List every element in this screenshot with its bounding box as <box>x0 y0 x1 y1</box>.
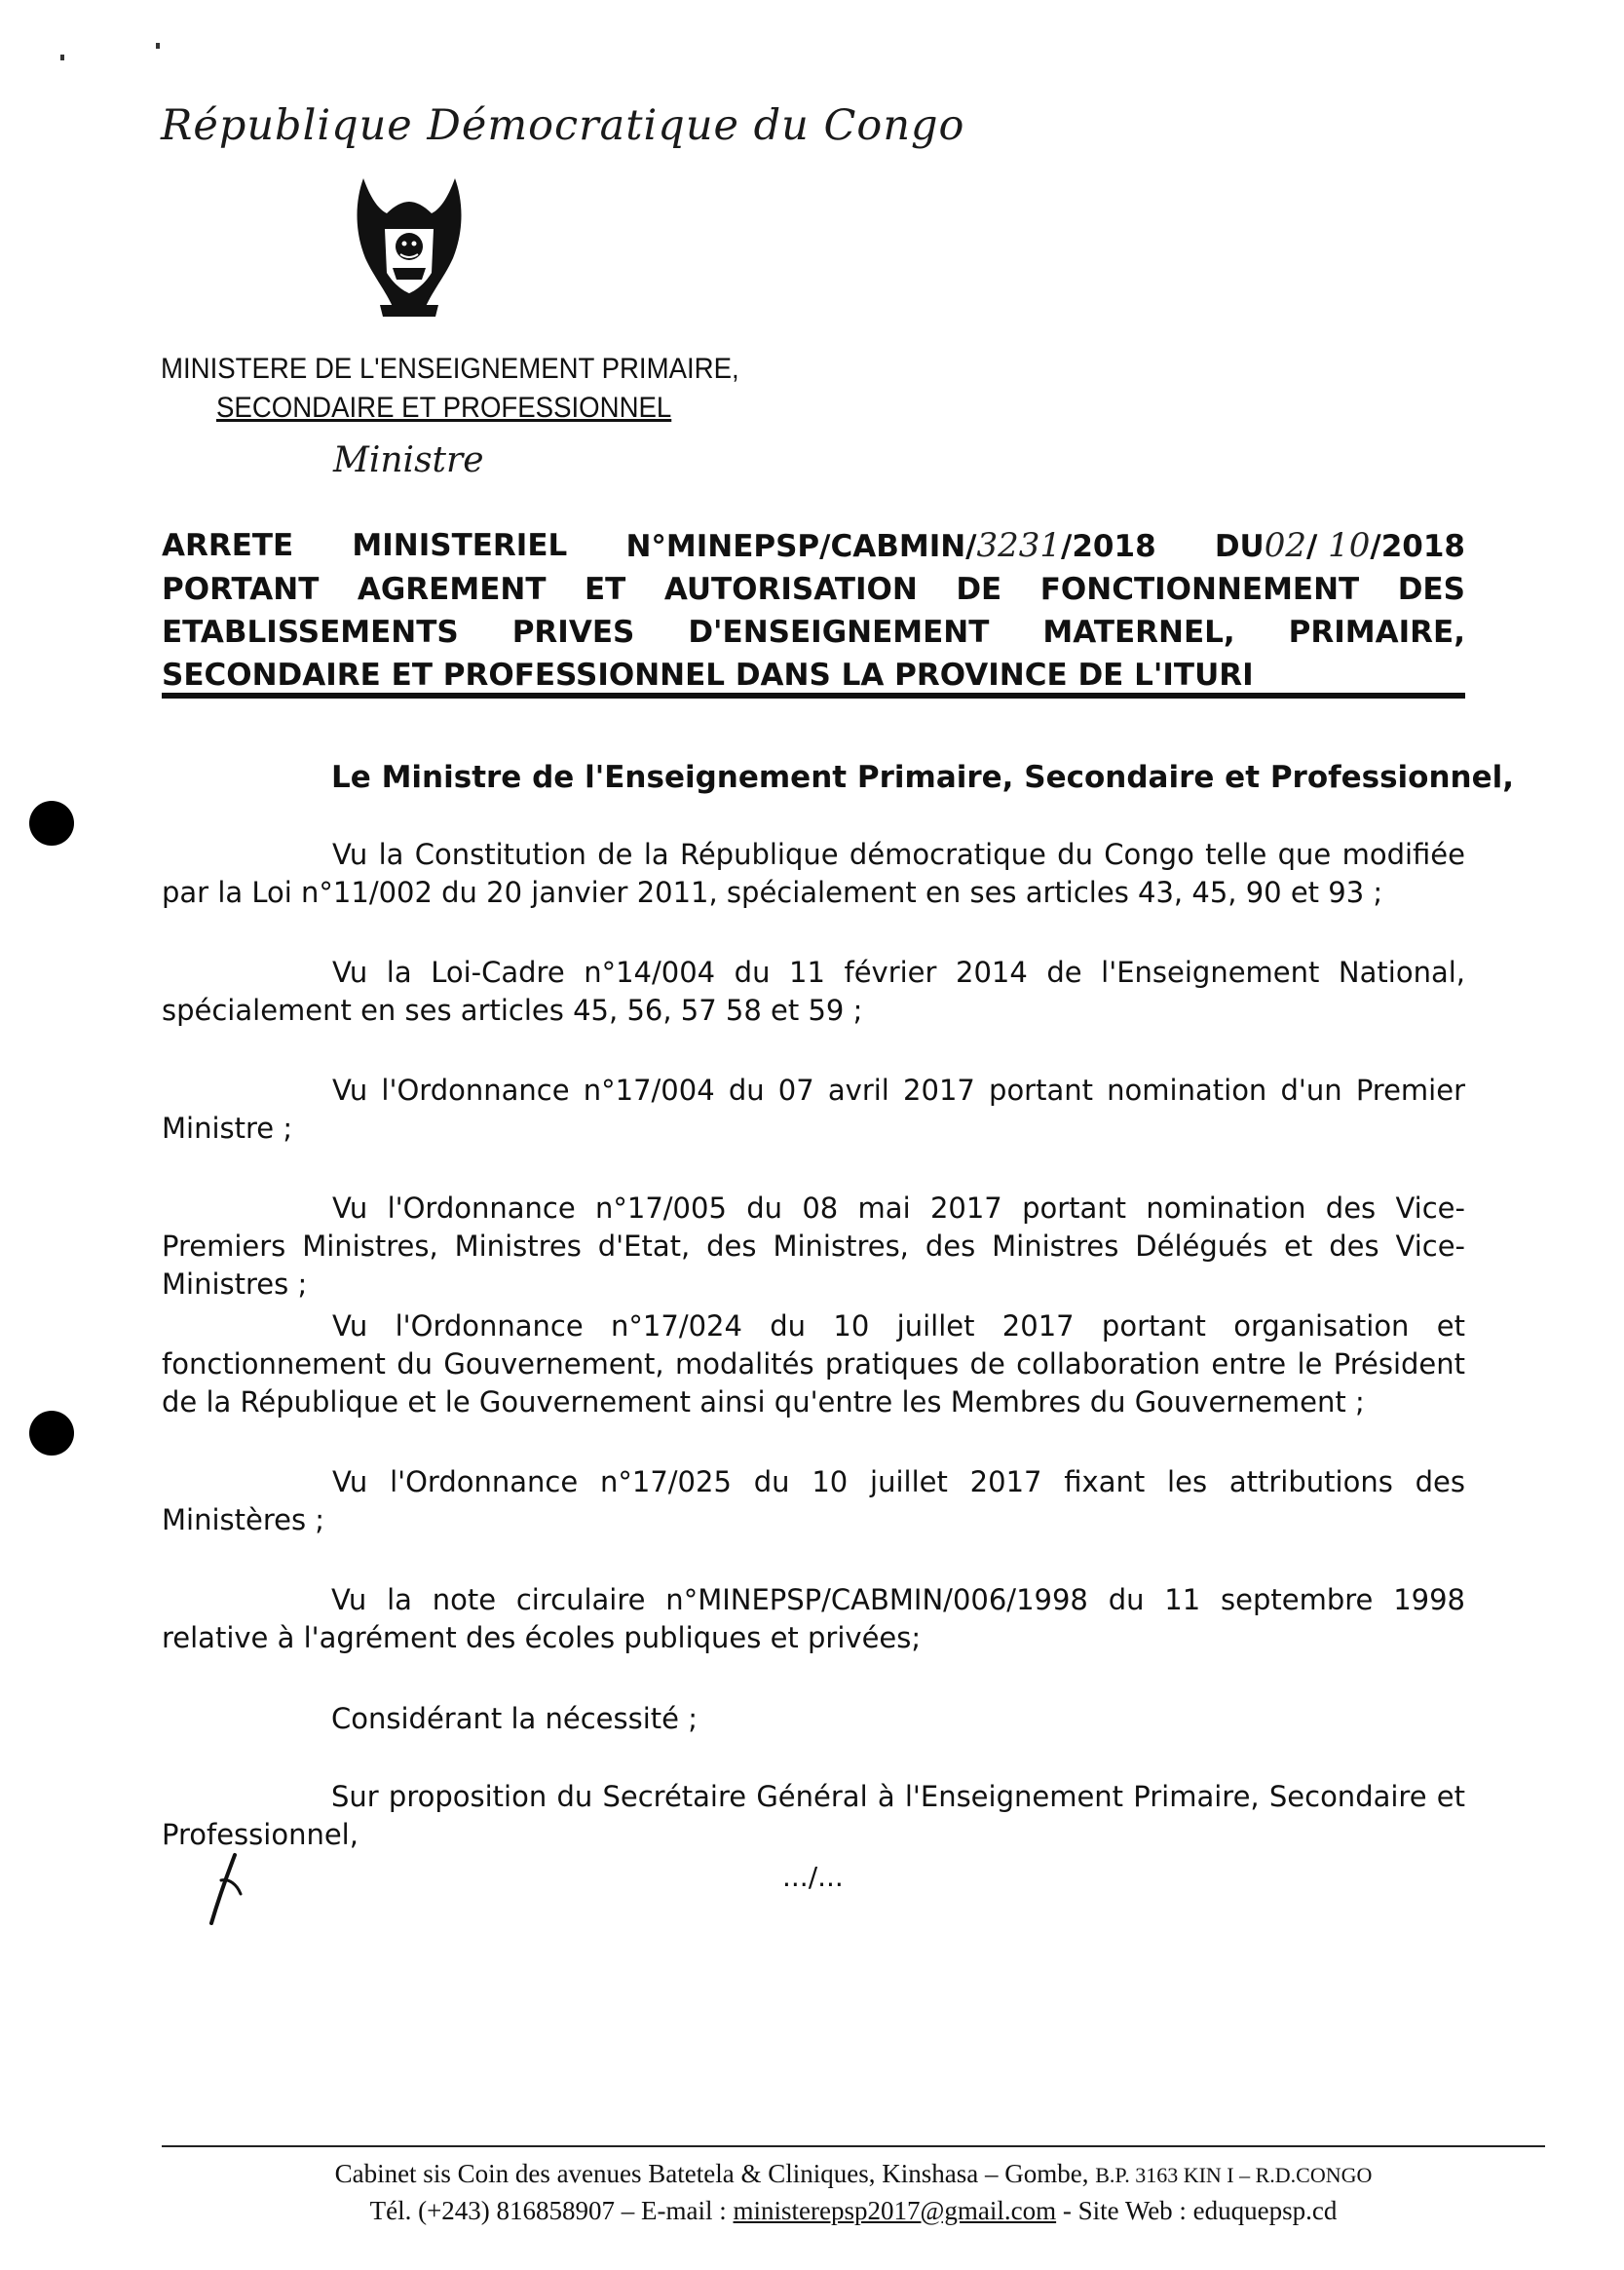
paragraph-text: Vu l'Ordonnance n°17/005 du 08 mai 2017 portant nomination des Vice-Premiers Ministres, Ministres d'Etat, des Ministres, des Ministres Délégués et des Vice-Ministres ; <box>162 1192 1465 1301</box>
scan-mark <box>156 43 160 49</box>
title-word: AUTORISATION <box>663 572 918 607</box>
footer-phone: Tél. (+243) 816858907 – E-mail : <box>369 2196 727 2225</box>
title-underline <box>162 693 1465 699</box>
handwritten-day: 02 <box>1264 526 1306 565</box>
title-word: DE <box>956 572 1002 607</box>
title-word: ET <box>584 572 626 607</box>
continuation-mark: .../... <box>782 1861 844 1893</box>
considering-paragraph <box>162 1700 1465 1738</box>
punch-hole <box>29 801 74 846</box>
ministre-label: Ministre <box>333 440 484 480</box>
paragraph-text: Vu l'Ordonnance n°17/024 du 10 juillet 2017 portant organisation et fonctionnement du Gouvernement, modalités pratiques de collaboration entre le Président de la République et le Gouvernement ainsi qu'entre les Membres du Gouvernement ; <box>162 1309 1465 1419</box>
title-word: ETABLISSEMENTS <box>162 615 459 650</box>
footer-email-link[interactable]: ministerepsp2017@gmail.com <box>733 2196 1057 2225</box>
title-word: DES <box>1397 572 1465 607</box>
ministry-name-line2: SECONDAIRE ET PROFESSIONNEL <box>216 392 672 424</box>
proposal-paragraph <box>162 1778 1465 1854</box>
title-word: PRIMAIRE, <box>1288 615 1465 650</box>
visa-paragraph <box>162 1581 1465 1657</box>
footer-divider <box>162 2145 1545 2147</box>
handwritten-paraph <box>200 1851 248 1929</box>
footer-address <box>162 2159 1545 2189</box>
paragraph-text: Vu l'Ordonnance n°17/004 du 07 avril 2017 portant nomination d'un Premier Ministre ; <box>162 1074 1465 1145</box>
title-word: MINISTERIEL <box>352 528 568 563</box>
title-word: PORTANT <box>162 572 320 607</box>
footer-website: - Site Web : eduquepsp.cd <box>1062 2196 1338 2225</box>
title-line-2 <box>162 568 1465 611</box>
paragraph-text: Vu la note circulaire n°MINEPSP/CABMIN/006/1998 du 11 septembre 1998 relative à l'agrément des écoles publiques et privées; <box>162 1583 1465 1654</box>
visa-paragraph <box>162 1307 1465 1421</box>
date-prefix: DU <box>1214 529 1265 564</box>
title-word: FONCTIONNEMENT <box>1039 572 1360 607</box>
reference-prefix: N°MINEPSP/CABMIN/ <box>625 529 977 564</box>
handwritten-month: 10 <box>1328 526 1371 565</box>
visa-paragraph <box>162 1072 1465 1148</box>
visa-paragraph <box>162 954 1465 1030</box>
title-line-3 <box>162 611 1465 654</box>
visa-paragraph <box>162 1463 1465 1539</box>
paragraph-text: Vu la Loi-Cadre n°14/004 du 11 février 2014 de l'Enseignement National, spécialement en ses articles 45, 56, 57 58 et 59 ; <box>162 956 1465 1027</box>
footer-address-main: Cabinet sis Coin des avenues Batetela & Cliniques, Kinshasa – Gombe, <box>334 2159 1089 2188</box>
reference-year: /2018 <box>1061 529 1156 564</box>
footer-contact <box>162 2196 1545 2226</box>
punch-hole <box>29 1411 74 1456</box>
title-word: PRIVES <box>511 615 635 650</box>
decree-title <box>162 524 1465 697</box>
coat-of-arms-emblem <box>346 170 472 326</box>
title-line-4: SECONDAIRE ET PROFESSIONNEL DANS LA PROVINCE DE L'ITURI <box>162 658 1254 693</box>
title-word: MATERNEL, <box>1042 615 1235 650</box>
republic-heading: République Démocratique du Congo <box>161 101 965 150</box>
decree-reference <box>625 524 1155 568</box>
paragraph-text: Vu la Constitution de la République démocratique du Congo telle que modifiée par la Loi n°11/002 du 20 janvier 2011, spécialement en ses articles 43, 45, 90 et 93 ; <box>162 838 1465 909</box>
paragraph-text: Vu l'Ordonnance n°17/025 du 10 juillet 2017 fixant les attributions des Ministères ; <box>162 1465 1465 1536</box>
date-year: /2018 <box>1370 529 1465 564</box>
visa-paragraph <box>162 1190 1465 1304</box>
scan-mark <box>60 55 64 60</box>
title-line-1 <box>162 524 1465 568</box>
handwritten-number: 3231 <box>976 526 1062 565</box>
title-word: ARRETE <box>162 528 294 563</box>
paragraph-text: Sur proposition du Secrétaire Général à l'Enseignement Primaire, Secondaire et Professionnel, <box>162 1780 1465 1851</box>
paragraph-text: Considérant la nécessité ; <box>331 1702 698 1735</box>
minister-intro: Le Ministre de l'Enseignement Primaire, Secondaire et Professionnel, <box>331 760 1515 795</box>
footer-po-box: B.P. 3163 KIN I – R.D.CONGO <box>1095 2163 1373 2187</box>
title-word: D'ENSEIGNEMENT <box>688 615 990 650</box>
decree-date: DU02/ 10/2018 <box>1214 526 1465 565</box>
ministry-name-line1: MINISTERE DE L'ENSEIGNEMENT PRIMAIRE, <box>161 353 739 385</box>
title-word: AGREMENT <box>357 572 547 607</box>
visa-paragraph <box>162 836 1465 912</box>
